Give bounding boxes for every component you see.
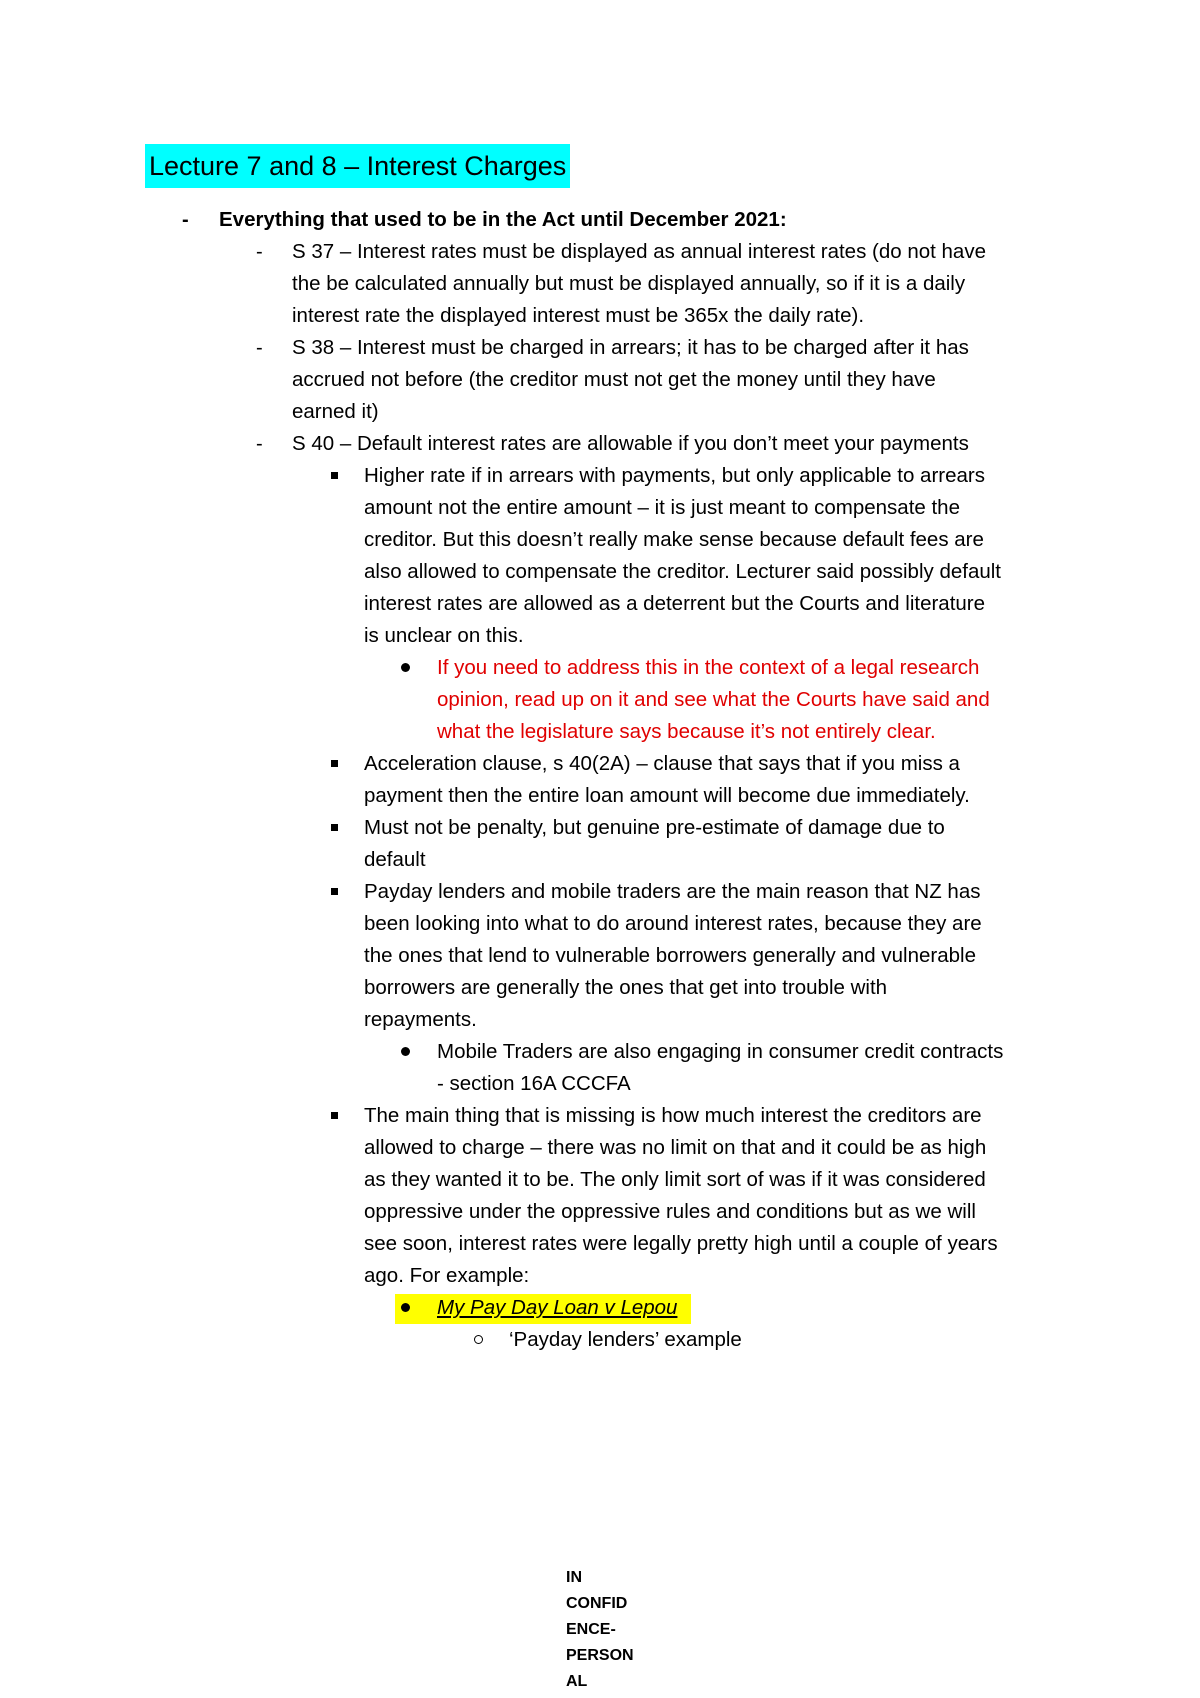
payday-line: borrowers are generally the ones that get into trouble with: [364, 976, 888, 999]
s38-line: accrued not before (the creditor must not get the money until they have: [292, 368, 936, 391]
payday-line: repayments.: [364, 1008, 477, 1031]
round-bullet-icon: [401, 663, 410, 672]
penalty-line: default: [364, 848, 426, 871]
payday-line: Payday lenders and mobile traders are the main reason that NZ has: [364, 880, 981, 903]
higher-rate-line: amount not the entire amount – it is just meant to compensate the: [364, 496, 960, 519]
s38-line: S 38 – Interest must be charged in arrears; it has to be charged after it has: [292, 336, 969, 359]
page-title: Lecture 7 and 8 – Interest Charges: [145, 144, 570, 188]
penalty-line: Must not be penalty, but genuine pre-estimate of damage due to: [364, 816, 945, 839]
red-note-line: opinion, read up on it and see what the Courts have said and: [437, 688, 990, 711]
payday-line: been looking into what to do around interest rates, because they are: [364, 912, 982, 935]
round-bullet-icon: [401, 1047, 410, 1056]
round-bullet-icon: [401, 1303, 410, 1312]
s37-line: the be calculated annually but must be displayed annually, so if it is a daily: [292, 272, 966, 295]
higher-rate-line: also allowed to compensate the creditor. Lecturer said possibly default: [364, 560, 1002, 583]
footer-line: IN: [566, 1569, 582, 1586]
square-bullet-icon: [331, 1112, 338, 1119]
s40-line: S 40 – Default interest rates are allowable if you don’t meet your payments: [292, 432, 969, 455]
dash-marker: -: [182, 209, 189, 231]
acceleration-line: Acceleration clause, s 40(2A) – clause that says that if you miss a: [364, 752, 960, 775]
dash-marker: -: [256, 241, 263, 263]
case-name-link[interactable]: My Pay Day Loan v Lepou: [437, 1296, 678, 1319]
dash-marker: -: [256, 433, 263, 455]
missing-line: allowed to charge – there was no limit on that and it could be as high: [364, 1136, 987, 1159]
square-bullet-icon: [331, 888, 338, 895]
square-bullet-icon: [331, 760, 338, 767]
footer-line: ENCE-: [566, 1621, 616, 1638]
hollow-bullet-icon: [474, 1335, 483, 1344]
missing-line: ago. For example:: [364, 1264, 530, 1287]
payday-line: the ones that lend to vulnerable borrowers generally and vulnerable: [364, 944, 976, 967]
red-note-line: what the legislature says because it’s not entirely clear.: [437, 720, 936, 743]
acceleration-line: payment then the entire loan amount will become due immediately.: [364, 784, 970, 807]
footer-line: AL: [566, 1673, 588, 1690]
footer-line: CONFID: [566, 1595, 628, 1612]
s37-line: interest rate the displayed interest must be 365x the daily rate).: [292, 304, 865, 327]
s37-line: S 37 – Interest rates must be displayed as annual interest rates (do not have: [292, 240, 986, 263]
missing-line: see soon, interest rates were legally pretty high until a couple of years: [364, 1232, 998, 1255]
square-bullet-icon: [331, 824, 338, 831]
higher-rate-line: interest rates are allowed as a deterrent but the Courts and literature: [364, 592, 986, 615]
footer-line: PERSON: [566, 1647, 634, 1664]
dash-marker: -: [256, 337, 263, 359]
confidentiality-footer: [566, 1565, 666, 1695]
case-note: ‘Payday lenders’ example: [509, 1328, 742, 1351]
mobile-traders-line: Mobile Traders are also engaging in consumer credit contracts: [437, 1040, 1004, 1063]
missing-line: as they wanted it to be. The only limit sort of was if it was considered: [364, 1168, 986, 1191]
mobile-traders-line: - section 16A CCCFA: [437, 1072, 631, 1095]
square-bullet-icon: [331, 472, 338, 479]
missing-line: The main thing that is missing is how much interest the creditors are: [364, 1104, 982, 1127]
red-note-line: If you need to address this in the context of a legal research: [437, 656, 980, 679]
higher-rate-line: is unclear on this.: [364, 624, 524, 647]
section-heading: Everything that used to be in the Act until December 2021:: [219, 208, 787, 231]
higher-rate-line: Higher rate if in arrears with payments, but only applicable to arrears: [364, 464, 985, 487]
missing-line: oppressive under the oppressive rules and conditions but as we will: [364, 1200, 976, 1223]
s38-line: earned it): [292, 400, 379, 423]
higher-rate-line: creditor. But this doesn’t really make sense because default fees are: [364, 528, 984, 551]
